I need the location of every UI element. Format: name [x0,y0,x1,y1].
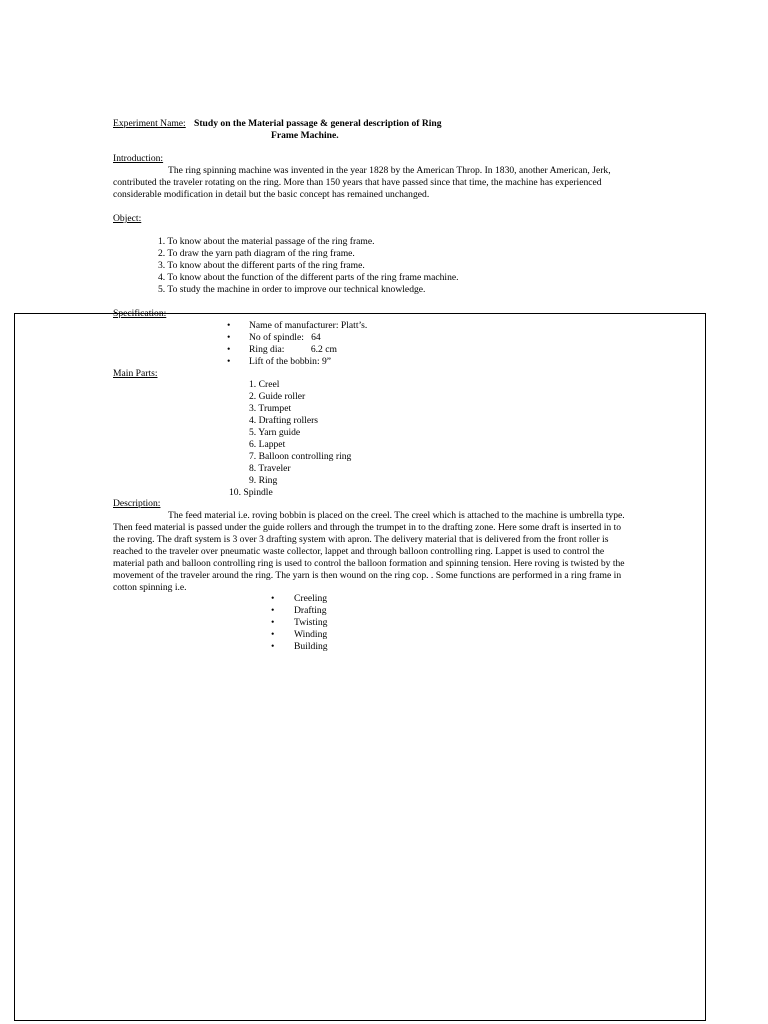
main-part-item: 1. Creel [249,379,280,390]
main-part-item: 2. Guide roller [249,391,306,402]
spec-item-ring-dia: Ring dia: 6.2 cm [249,344,337,355]
function-item: Winding [294,629,328,640]
object-heading: Object: [113,213,142,224]
main-part-item: 6. Lappet [249,439,286,450]
function-bullet: • [271,605,275,616]
experiment-title-line1: Study on the Material passage & general description of Ring [194,118,442,129]
description-line-3: the roving. The draft system is 3 over 3 drafting system with apron. The delivery material that is delivered from the front roller is [113,534,609,545]
spec-bullet-1: • [227,320,231,331]
function-bullet: • [271,593,275,604]
main-part-item: 5. Yarn guide [249,427,301,438]
main-parts-heading: Main Parts: [113,368,158,379]
function-bullet: • [271,617,275,628]
main-part-item: 7. Balloon controlling ring [249,451,352,462]
description-line-7: cotton spinning i.e. [113,582,187,593]
description-line-6: movement of the traveler around the ring. The yarn is then wound on the ring cop. . Some functions are performed in a ring frame in [113,570,622,581]
page-border-frame [14,313,706,1021]
spec-item-spindles: No of spindle: 64 [249,332,321,343]
function-item: Drafting [294,605,327,616]
function-item: Creeling [294,593,328,604]
spec-item-bobbin-lift: Lift of the bobbin: 9” [249,356,332,367]
spec-bullet-2: • [227,332,231,343]
experiment-name-label: Experiment Name: [113,118,186,129]
description-line-2: Then feed material is passed under the guide rollers and through the trumpet in to the drafting zone. Here some draft is inserted in to [113,522,622,533]
main-part-item: 9. Ring [249,475,278,486]
object-item-1: 1. To know about the material passage of the ring frame. [158,236,375,247]
function-bullet: • [271,629,275,640]
function-item: Twisting [294,617,328,628]
description-heading: Description: [113,498,161,509]
specification-heading: Specification: [113,308,167,319]
description-line-4: reached to the traveler over pneumatic waste collector, lappet and through balloon controlling ring. Lappet is used to control the [113,546,605,557]
object-item-3: 3. To know about the different parts of the ring frame. [158,260,365,271]
object-item-5: 5. To study the machine in order to improve our technical knowledge. [158,284,426,295]
object-item-2: 2. To draw the yarn path diagram of the ring frame. [158,248,355,259]
description-line-5: material path and balloon controlling ring is used to control the balloon formation and spinning tension. Here roving is twisted by the [113,558,625,569]
main-part-item: 3. Trumpet [249,403,292,414]
introduction-heading: Introduction: [113,153,164,164]
function-bullet: • [271,641,275,652]
main-part-item: 8. Traveler [249,463,291,474]
main-part-item: 10. Spindle [229,487,273,498]
introduction-line-2: contributed the traveler rotating on the ring. More than 150 years that have passed since that time, the machine has experienced [113,177,602,188]
experiment-title-line2: Frame Machine. [271,130,339,141]
introduction-line-1: The ring spinning machine was invented in the year 1828 by the American Throp. In 1830, another American, Jerk, [168,165,611,176]
description-line-1: The feed material i.e. roving bobbin is placed on the creel. The creel which is attached to the machine is umbrella type. [168,510,625,521]
spec-bullet-4: • [227,356,231,367]
function-item: Building [294,641,328,652]
main-part-item: 4. Drafting rollers [249,415,319,426]
spec-item-manufacturer: Name of manufacturer: Platt’s. [249,320,368,331]
spec-bullet-3: • [227,344,231,355]
object-item-4: 4. To know about the function of the different parts of the ring frame machine. [158,272,459,283]
introduction-line-3: considerable modification in detail but the basic concept has remained unchanged. [113,189,430,200]
